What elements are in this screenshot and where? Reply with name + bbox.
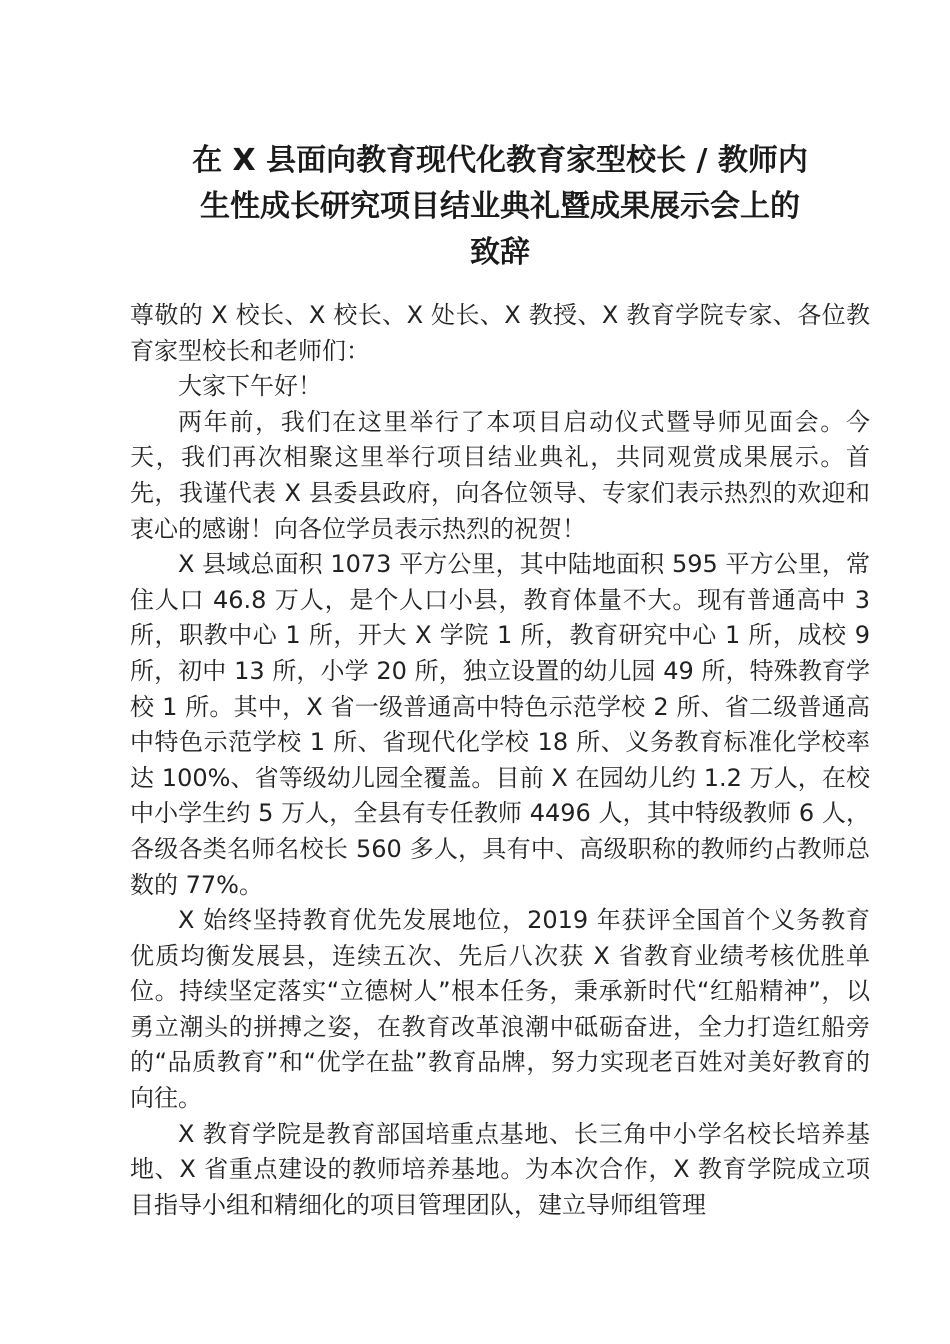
title-line-2: 生性成长研究项目结业典礼暨成果展示会上的 xyxy=(200,189,800,224)
institute-paragraph: X 教育学院是教育部国培重点基地、长三角中小学名校长培养基地、X 省重点建设的教师培养基地。为本次合作，X 教育学院成立项目指导小组和精细化的项目管理团队，建立导师组管理 xyxy=(130,1119,870,1219)
document-body xyxy=(130,298,870,1223)
title-line-3: 致辞 xyxy=(470,235,530,270)
salutation-paragraph: 尊敬的 X 校长、X 校长、X 处长、X 教授、X 教育学院专家、各位教育家型校长和老师们： xyxy=(130,301,870,365)
county-overview-paragraph: X 县域总面积 1073 平方公里，其中陆地面积 595 平方公里，常住人口 46.8 万人，是个人口小县，教育体量不大。现有普通高中 3 所，职教中心 1 所，开大 X 学院 1 所，教育研究中心 1 所，成校 9 所，初中 13 所，小学 20 所，独立设置的幼儿园 49 所，特殊教育学校 1 所。其中，X 省一级普通高中特色示范学校 2 所、省二级普通高中特色示范学校 1 所、省现代化学校 18 所、义务教育标准化学校率达 100%、省等级幼儿园全覆盖。目前 X 在园幼儿约 1.2 万人，在校中小学生约 5 万人，全县有专任教师 4496 人，其中特级教师 6 人，各级各类名师名校长 560 多人，具有中、高级职称的教师约占教师总数的 77%。 xyxy=(130,550,870,899)
greeting-paragraph: 大家下午好！ xyxy=(178,372,322,401)
opening-paragraph: 两年前，我们在这里举行了本项目启动仪式暨导师见面会。今天，我们再次相聚这里举行项目结业典礼，共同观赏成果展示。首先，我谨代表 X 县委县政府，向各位领导、专家们表示热烈的欢迎和衷心的感谢！向各位学员表示热烈的祝贺！ xyxy=(130,407,870,543)
title-line-1: 在 X 县面向教育现代化教育家型校长 / 教师内 xyxy=(192,143,808,178)
document-page xyxy=(130,138,870,1223)
document-title xyxy=(130,138,870,276)
education-priority-paragraph: X 始终坚持教育优先发展地位，2019 年获评全国首个义务教育优质均衡发展县，连续五次、先后八次获 X 省教育业绩考核优胜单位。持续坚定落实“立德树人”根本任务，秉承新时代“红船精神”，以勇立潮头的拼搏之姿，在教育改革浪潮中砥砺奋进，全力打造红船旁的“品质教育”和“优学在盐”教育品牌，努力实现老百姓对美好教育的向往。 xyxy=(130,906,870,1113)
